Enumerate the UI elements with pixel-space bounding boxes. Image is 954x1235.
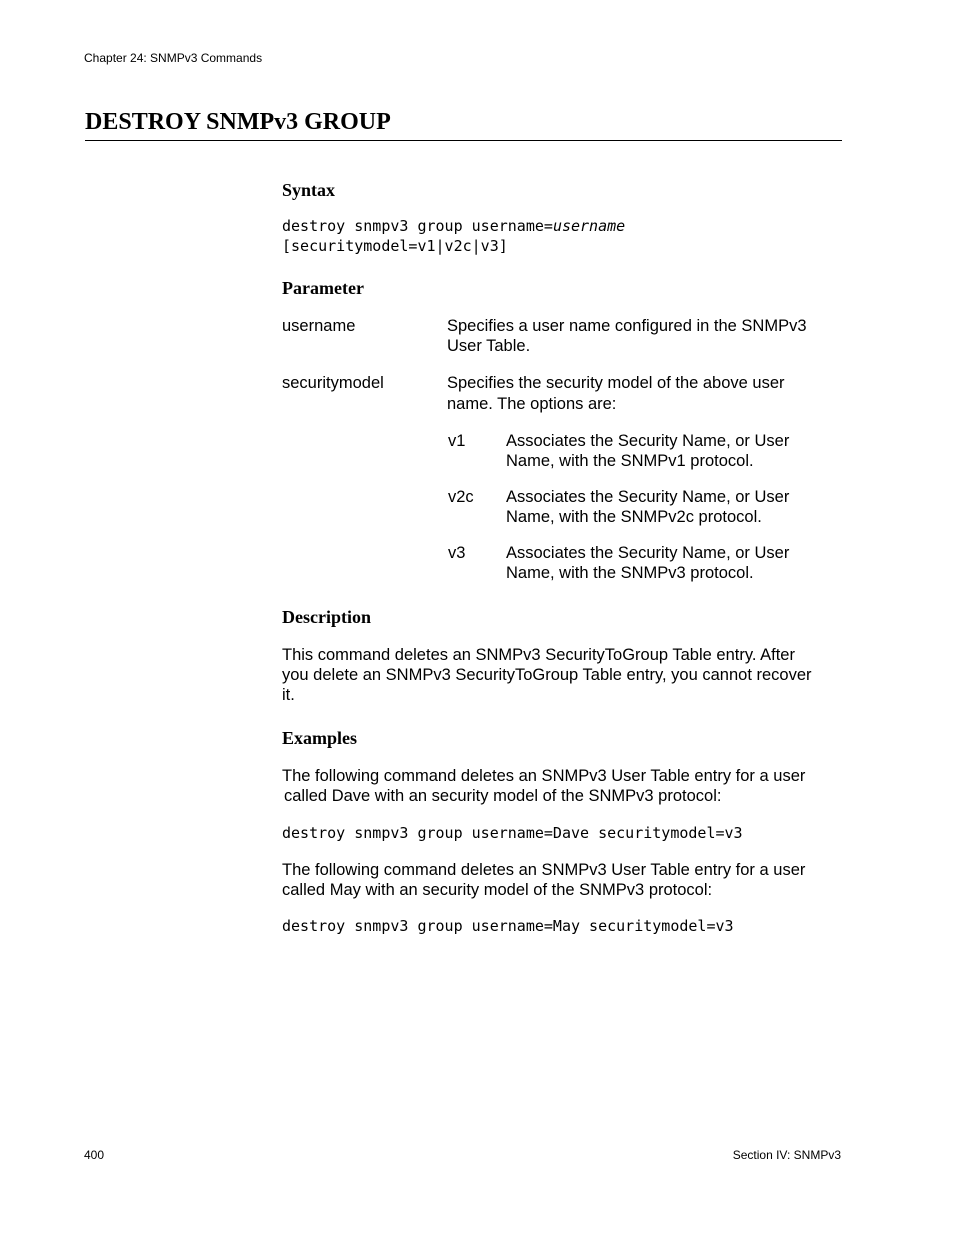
option-desc-v3-2: Name, with the SNMPv3 protocol. xyxy=(506,564,754,582)
param-desc-username-2: User Table. xyxy=(447,337,531,355)
parameter-heading: Parameter xyxy=(282,278,364,298)
description-line-1: This command deletes an SNMPv3 SecurityToGroup Table entry. After xyxy=(282,646,795,664)
option-desc-v1-2: Name, with the SNMPv1 protocol. xyxy=(506,452,754,470)
syntax-heading: Syntax xyxy=(282,180,336,200)
description-heading: Description xyxy=(282,607,371,627)
option-name-v3: v3 xyxy=(448,544,466,562)
syntax-line-2: [securitymodel=v1|v2c|v3] xyxy=(282,237,508,255)
syntax-variable: username xyxy=(552,217,626,235)
example-1-line-2: called Dave with an security model of the SNMPv3 protocol: xyxy=(284,787,722,805)
param-name-securitymodel: securitymodel xyxy=(282,374,384,392)
option-desc-v2c-2: Name, with the SNMPv2c protocol. xyxy=(506,508,762,526)
description-line-2: you delete an SNMPv3 SecurityToGroup Table entry, you cannot recover xyxy=(282,666,812,684)
example-1-line-1: The following command deletes an SNMPv3 User Table entry for a user xyxy=(282,767,806,785)
option-name-v1: v1 xyxy=(448,432,466,450)
example-1-code: destroy snmpv3 group username=Dave securitymodel=v3 xyxy=(282,824,743,842)
option-desc-v3-1: Associates the Security Name, or User xyxy=(506,544,790,562)
page-number: 400 xyxy=(84,1148,105,1162)
running-footer-section: Section IV: SNMPv3 xyxy=(732,1148,841,1162)
example-2-code: destroy snmpv3 group username=May securitymodel=v3 xyxy=(282,917,734,935)
example-2-line-1: The following command deletes an SNMPv3 User Table entry for a user xyxy=(282,861,806,879)
param-name-username: username xyxy=(282,317,356,335)
examples-heading: Examples xyxy=(282,728,358,748)
param-desc-securitymodel-2: name. The options are: xyxy=(447,395,617,413)
param-desc-username-1: Specifies a user name configured in the SNMPv3 xyxy=(447,317,807,335)
param-desc-securitymodel-1: Specifies the security model of the above user xyxy=(447,374,785,392)
option-desc-v2c-1: Associates the Security Name, or User xyxy=(506,488,790,506)
example-2-line-2: called May with an security model of the SNMPv3 protocol: xyxy=(282,881,713,899)
option-desc-v1-1: Associates the Security Name, or User xyxy=(506,432,790,450)
option-name-v2c: v2c xyxy=(448,488,474,506)
syntax-command: destroy snmpv3 group username= xyxy=(282,217,553,235)
syntax-line-1 xyxy=(282,216,625,236)
page-title: DESTROY SNMPv3 GROUP xyxy=(85,109,391,135)
description-line-3: it. xyxy=(282,686,295,704)
running-header: Chapter 24: SNMPv3 Commands xyxy=(84,51,263,65)
title-divider xyxy=(85,140,842,141)
